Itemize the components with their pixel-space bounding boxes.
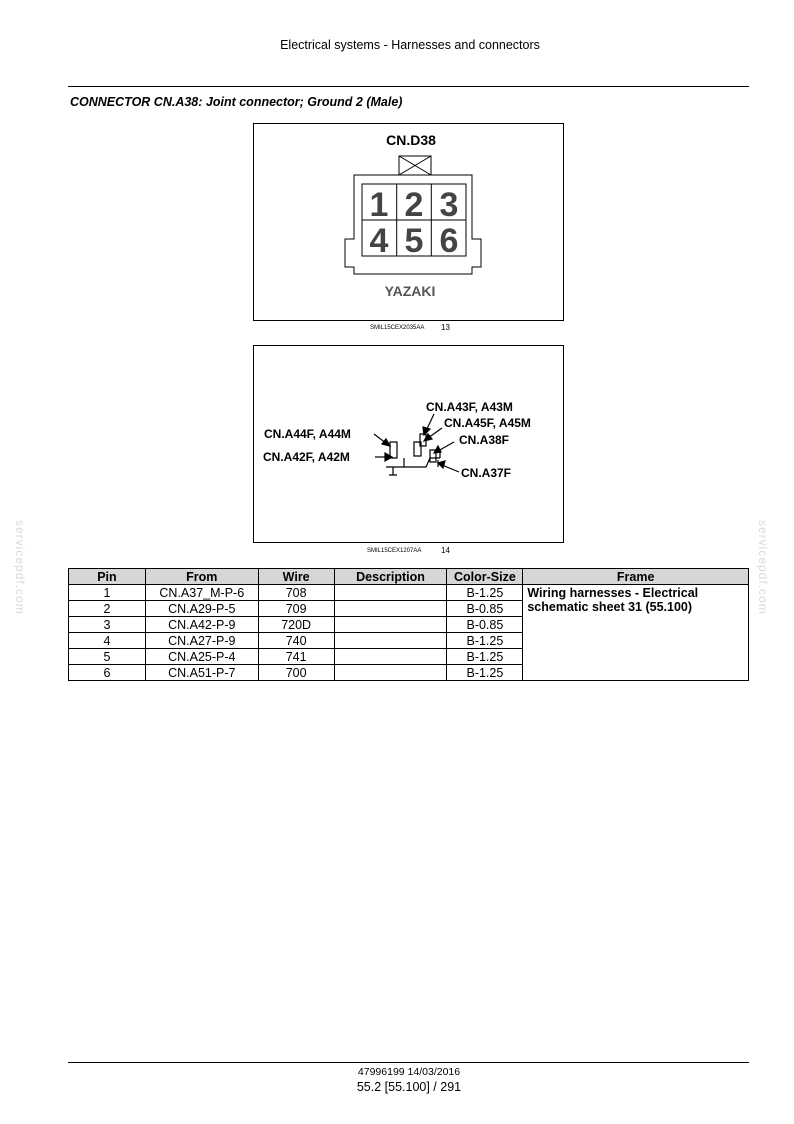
cell-pin: 4 bbox=[69, 633, 146, 649]
cell-color-size: B-1.25 bbox=[447, 649, 523, 665]
connector-face-diagram bbox=[254, 124, 562, 319]
pin-table bbox=[68, 568, 749, 681]
label-a45: CN.A45F, A45M bbox=[444, 416, 531, 430]
figure-14-caption: SMIL15CEX1207AA bbox=[367, 548, 422, 554]
cell-from: CN.A27-P-9 bbox=[145, 633, 258, 649]
cell-wire: 741 bbox=[258, 649, 334, 665]
header-wire: Wire bbox=[258, 569, 334, 585]
table-header-row bbox=[69, 569, 749, 585]
cell-from: CN.A25-P-4 bbox=[145, 649, 258, 665]
header-frame: Frame bbox=[523, 569, 749, 585]
cell-pin: 3 bbox=[69, 617, 146, 633]
cell-pin: 5 bbox=[69, 649, 146, 665]
cell-pin: 6 bbox=[69, 665, 146, 681]
label-a42: CN.A42F, A42M bbox=[263, 450, 350, 464]
cell-pin: 2 bbox=[69, 601, 146, 617]
cell-wire: 709 bbox=[258, 601, 334, 617]
cell-description bbox=[334, 601, 447, 617]
cell-description bbox=[334, 649, 447, 665]
footer-rule bbox=[68, 1062, 749, 1063]
header-rule bbox=[68, 86, 749, 87]
label-a44: CN.A44F, A44M bbox=[264, 427, 351, 441]
label-a37: CN.A37F bbox=[461, 466, 512, 480]
cell-pin: 1 bbox=[69, 585, 146, 601]
cell-wire: 720D bbox=[258, 617, 334, 633]
cell-from: CN.A42-P-9 bbox=[145, 617, 258, 633]
section-title: CONNECTOR CN.A38: Joint connector; Ground 2 (Male) bbox=[70, 95, 403, 109]
cell-from: CN.A51-P-7 bbox=[145, 665, 258, 681]
pin-1-label: 1 bbox=[369, 186, 389, 224]
cell-color-size: B-0.85 bbox=[447, 601, 523, 617]
cell-description bbox=[334, 585, 447, 601]
cell-color-size: B-1.25 bbox=[447, 665, 523, 681]
pin-5-label: 5 bbox=[404, 222, 424, 260]
pin-4-label: 4 bbox=[369, 222, 389, 260]
footer-document-code: 47996199 14/03/2016 bbox=[357, 1066, 461, 1078]
table-row bbox=[69, 585, 749, 601]
label-a38: CN.A38F bbox=[459, 433, 510, 447]
cell-wire: 700 bbox=[258, 665, 334, 681]
footer-page-number: 55.2 [55.100] / 291 bbox=[356, 1080, 462, 1094]
cell-color-size: B-1.25 bbox=[447, 585, 523, 601]
cell-color-size: B-1.25 bbox=[447, 633, 523, 649]
cell-from: CN.A29-P-5 bbox=[145, 601, 258, 617]
figure-14-number: 14 bbox=[441, 546, 450, 555]
cell-wire: 708 bbox=[258, 585, 334, 601]
cell-description bbox=[334, 665, 447, 681]
header-color-size: Color-Size bbox=[447, 569, 523, 585]
connector-face-figure bbox=[253, 123, 564, 321]
pin-2-label: 2 bbox=[404, 186, 424, 224]
label-a43: CN.A43F, A43M bbox=[426, 400, 513, 414]
watermark-left: servicepdf.com bbox=[13, 520, 27, 615]
harness-sketch bbox=[386, 434, 440, 475]
figure-13-number: 13 bbox=[441, 323, 450, 332]
page-header-title: Electrical systems - Harnesses and connectors bbox=[280, 38, 540, 52]
cell-color-size: B-0.85 bbox=[447, 617, 523, 633]
cell-wire: 740 bbox=[258, 633, 334, 649]
pin-3-label: 3 bbox=[439, 186, 459, 224]
harness-location-diagram bbox=[254, 346, 562, 541]
watermark-right: servicepdf.com bbox=[756, 520, 770, 615]
cell-from: CN.A37_M-P-6 bbox=[145, 585, 258, 601]
cell-frame: Wiring harnesses - Electrical schematic sheet 31 (55.100) bbox=[523, 585, 749, 681]
cell-description bbox=[334, 633, 447, 649]
header-from: From bbox=[145, 569, 258, 585]
header-description: Description bbox=[334, 569, 447, 585]
harness-location-figure bbox=[253, 345, 564, 543]
pin-6-label: 6 bbox=[439, 222, 459, 260]
header-pin: Pin bbox=[69, 569, 146, 585]
figure-13-caption: SMIL15CEX2035AA bbox=[370, 325, 425, 331]
manufacturer-label: YAZAKI bbox=[384, 283, 436, 299]
cell-description bbox=[334, 617, 447, 633]
connector-name-label: CN.D38 bbox=[386, 132, 436, 148]
